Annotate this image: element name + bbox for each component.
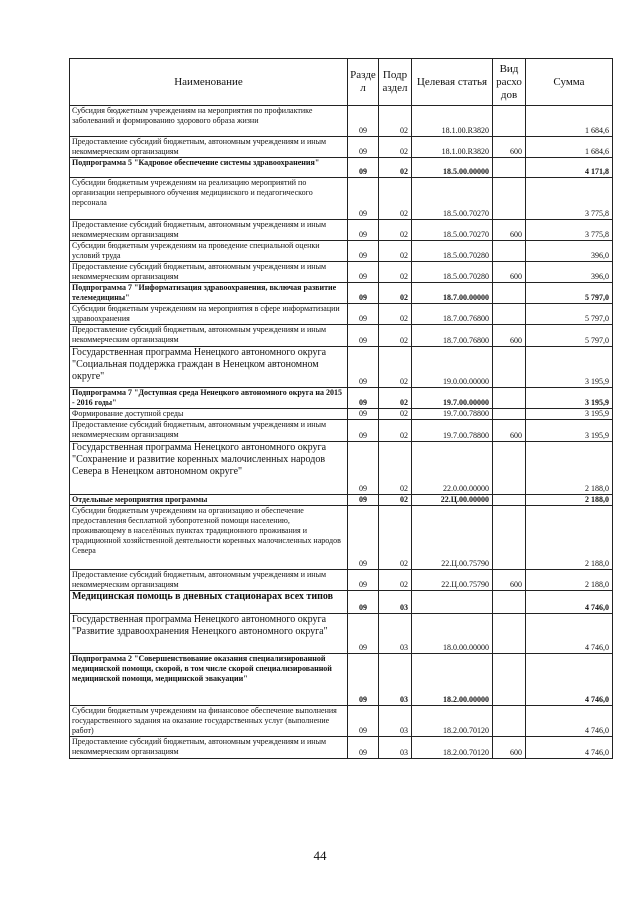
cell-sum: 4 746,0 xyxy=(526,737,613,759)
cell-sum: 4 746,0 xyxy=(526,591,613,614)
cell-razdel: 09 xyxy=(348,241,379,262)
cell-podrazdel: 02 xyxy=(379,220,412,241)
cell-razdel: 09 xyxy=(348,570,379,591)
cell-podrazdel: 02 xyxy=(379,137,412,158)
cell-name: Субсидия бюджетным учреждениям на мероприятия по профилактике заболеваний и формированию здорового образа жизни xyxy=(70,106,348,137)
cell-name: Государственная программа Ненецкого автономного округа "Сохранение и развитие коренных малочисленных народов Севера в Ненецком автономном округе" xyxy=(70,442,348,495)
table-row xyxy=(70,706,613,737)
table-row xyxy=(70,325,613,347)
budget-table xyxy=(69,58,613,759)
cell-name: Предоставление субсидий бюджетным, автономным учреждениям и иным некоммерческим организациям xyxy=(70,570,348,591)
cell-kind xyxy=(493,304,526,325)
cell-razdel: 09 xyxy=(348,442,379,495)
cell-podrazdel: 03 xyxy=(379,706,412,737)
cell-sum: 2 188,0 xyxy=(526,442,613,495)
cell-name: Медицинская помощь в дневных стационарах всех типов xyxy=(70,591,348,614)
cell-article: 18.7.00.00000 xyxy=(412,283,493,304)
cell-razdel: 09 xyxy=(348,220,379,241)
cell-podrazdel: 03 xyxy=(379,591,412,614)
cell-podrazdel: 02 xyxy=(379,241,412,262)
cell-podrazdel: 02 xyxy=(379,420,412,442)
cell-razdel: 09 xyxy=(348,506,379,570)
cell-razdel: 09 xyxy=(348,706,379,737)
cell-article: 18.2.00.00000 xyxy=(412,654,493,706)
cell-article: 18.0.00.00000 xyxy=(412,614,493,654)
cell-name: Отдельные мероприятия программы xyxy=(70,495,348,506)
cell-sum: 396,0 xyxy=(526,241,613,262)
cell-podrazdel: 03 xyxy=(379,654,412,706)
cell-article: 18.7.00.76800 xyxy=(412,304,493,325)
cell-article: 22.Ц.00.75790 xyxy=(412,570,493,591)
cell-name: Подпрограмма 5 "Кадровое обеспечение системы здравоохранения" xyxy=(70,158,348,178)
cell-article: 18.7.00.76800 xyxy=(412,325,493,347)
cell-sum: 4 746,0 xyxy=(526,706,613,737)
cell-razdel: 09 xyxy=(348,325,379,347)
cell-kind: 600 xyxy=(493,737,526,759)
cell-razdel: 09 xyxy=(348,283,379,304)
cell-kind xyxy=(493,654,526,706)
cell-article: 19.7.00.78800 xyxy=(412,409,493,420)
cell-podrazdel: 02 xyxy=(379,158,412,178)
cell-podrazdel: 03 xyxy=(379,737,412,759)
page-number: 44 xyxy=(313,848,327,863)
cell-sum: 2 188,0 xyxy=(526,570,613,591)
cell-name: Предоставление субсидий бюджетным, автономным учреждениям и иным некоммерческим организациям xyxy=(70,325,348,347)
table-row xyxy=(70,106,613,137)
cell-article: 18.2.00.70120 xyxy=(412,706,493,737)
cell-article: 19.7.00.78800 xyxy=(412,420,493,442)
cell-kind xyxy=(493,241,526,262)
cell-name: Субсидии бюджетным учреждениям на финансовое обеспечение выполнения государственного задания на оказание государственных услуг (выполнение работ) xyxy=(70,706,348,737)
cell-article: 18.5.00.00000 xyxy=(412,158,493,178)
table-row xyxy=(70,137,613,158)
cell-name: Предоставление субсидий бюджетным, автономным учреждениям и иным некоммерческим организациям xyxy=(70,137,348,158)
cell-podrazdel: 03 xyxy=(379,614,412,654)
table-row xyxy=(70,570,613,591)
cell-article: 18.5.00.70280 xyxy=(412,262,493,283)
table-row xyxy=(70,614,613,654)
cell-name: Субсидии бюджетным учреждениям на реализацию мероприятий по организации непрерывного обучения медицинского и педагогического персонала xyxy=(70,178,348,220)
cell-podrazdel: 02 xyxy=(379,388,412,409)
cell-article: 18.1.00.R3820 xyxy=(412,106,493,137)
cell-kind: 600 xyxy=(493,570,526,591)
header-podrazdel: Подр аздел xyxy=(379,59,412,106)
cell-sum: 1 684,6 xyxy=(526,137,613,158)
cell-kind xyxy=(493,591,526,614)
cell-sum: 5 797,0 xyxy=(526,325,613,347)
cell-kind xyxy=(493,506,526,570)
cell-sum: 4 171,8 xyxy=(526,158,613,178)
cell-razdel: 09 xyxy=(348,495,379,506)
cell-sum: 3 775,8 xyxy=(526,220,613,241)
cell-razdel: 09 xyxy=(348,137,379,158)
cell-razdel: 09 xyxy=(348,106,379,137)
cell-podrazdel: 02 xyxy=(379,347,412,388)
cell-sum: 5 797,0 xyxy=(526,283,613,304)
cell-name: Предоставление субсидий бюджетным, автономным учреждениям и иным некоммерческим организациям xyxy=(70,262,348,283)
cell-article: 18.2.00.70120 xyxy=(412,737,493,759)
cell-razdel: 09 xyxy=(348,178,379,220)
cell-podrazdel: 02 xyxy=(379,283,412,304)
cell-name: Предоставление субсидий бюджетным, автономным учреждениям и иным некоммерческим организациям xyxy=(70,420,348,442)
table-row xyxy=(70,283,613,304)
cell-kind: 600 xyxy=(493,325,526,347)
cell-name: Формирование доступной среды xyxy=(70,409,348,420)
cell-kind xyxy=(493,106,526,137)
table-row xyxy=(70,220,613,241)
table-row xyxy=(70,409,613,420)
cell-podrazdel: 02 xyxy=(379,442,412,495)
cell-article: 22.Ц.00.00000 xyxy=(412,495,493,506)
table-row xyxy=(70,347,613,388)
header-kind: Вид расхо дов xyxy=(493,59,526,106)
cell-sum: 2 188,0 xyxy=(526,506,613,570)
cell-sum: 4 746,0 xyxy=(526,614,613,654)
cell-razdel: 09 xyxy=(348,614,379,654)
header-row xyxy=(70,59,613,106)
cell-sum: 2 188,0 xyxy=(526,495,613,506)
cell-kind xyxy=(493,388,526,409)
cell-article: 18.1.00.R3820 xyxy=(412,137,493,158)
cell-kind xyxy=(493,158,526,178)
header-sum: Сумма xyxy=(526,59,613,106)
header-razdel: Разде л xyxy=(348,59,379,106)
table-row xyxy=(70,495,613,506)
cell-name: Подпрограмма 7 "Доступная среда Ненецкого автономного округа на 2015 - 2016 годы" xyxy=(70,388,348,409)
cell-article: 19.0.00.00000 xyxy=(412,347,493,388)
table-row xyxy=(70,506,613,570)
table-row xyxy=(70,178,613,220)
cell-kind: 600 xyxy=(493,220,526,241)
cell-article: 18.5.00.70280 xyxy=(412,241,493,262)
cell-razdel: 09 xyxy=(348,304,379,325)
table-row xyxy=(70,654,613,706)
table-row xyxy=(70,420,613,442)
cell-podrazdel: 02 xyxy=(379,325,412,347)
cell-kind xyxy=(493,495,526,506)
cell-sum: 396,0 xyxy=(526,262,613,283)
cell-name: Субсидии бюджетным учреждениям на организацию и обеспечение предоставления бесплатной зубопротезной помощи населению, проживающему в населённых пунктах традиционного проживания и традиционной хозяйственной деятельности коренных малочисленных народов Севера xyxy=(70,506,348,570)
table-row xyxy=(70,158,613,178)
cell-razdel: 09 xyxy=(348,158,379,178)
table-row xyxy=(70,241,613,262)
table-row xyxy=(70,442,613,495)
table-row xyxy=(70,737,613,759)
cell-podrazdel: 02 xyxy=(379,506,412,570)
cell-name: Субсидии бюджетным учреждениям на мероприятия в сфере информатизации здравоохранения xyxy=(70,304,348,325)
header-name: Наименование xyxy=(70,59,348,106)
cell-kind xyxy=(493,178,526,220)
cell-article: 22.0.00.00000 xyxy=(412,442,493,495)
cell-razdel: 09 xyxy=(348,388,379,409)
cell-razdel: 09 xyxy=(348,737,379,759)
cell-sum: 3 195,9 xyxy=(526,420,613,442)
cell-podrazdel: 02 xyxy=(379,304,412,325)
cell-name: Предоставление субсидий бюджетным, автономным учреждениям и иным некоммерческим организациям xyxy=(70,220,348,241)
table-row xyxy=(70,304,613,325)
table-body xyxy=(70,106,613,759)
cell-kind: 600 xyxy=(493,262,526,283)
cell-podrazdel: 02 xyxy=(379,178,412,220)
cell-sum: 1 684,6 xyxy=(526,106,613,137)
cell-razdel: 09 xyxy=(348,409,379,420)
cell-sum: 3 195,9 xyxy=(526,388,613,409)
table-row xyxy=(70,591,613,614)
cell-sum: 4 746,0 xyxy=(526,654,613,706)
cell-kind xyxy=(493,442,526,495)
cell-article: 19.7.00.00000 xyxy=(412,388,493,409)
cell-name: Подпрограмма 2 "Совершенствование оказания специализированной медицинской помощи, скорой, в том числе скорой специализированной медицинской помощи, медицинской эвакуации" xyxy=(70,654,348,706)
cell-article xyxy=(412,591,493,614)
cell-podrazdel: 02 xyxy=(379,106,412,137)
cell-sum: 3 195,9 xyxy=(526,409,613,420)
cell-sum: 3 195,9 xyxy=(526,347,613,388)
cell-name: Субсидии бюджетным учреждениям на проведение специальной оценки условий труда xyxy=(70,241,348,262)
cell-razdel: 09 xyxy=(348,347,379,388)
cell-kind xyxy=(493,409,526,420)
cell-article: 22.Ц.00.75790 xyxy=(412,506,493,570)
cell-name: Государственная программа Ненецкого автономного округа "Социальная поддержка граждан в Ненецком автономном округе" xyxy=(70,347,348,388)
cell-sum: 5 797,0 xyxy=(526,304,613,325)
cell-podrazdel: 02 xyxy=(379,409,412,420)
cell-kind xyxy=(493,347,526,388)
cell-razdel: 09 xyxy=(348,591,379,614)
cell-kind: 600 xyxy=(493,137,526,158)
cell-razdel: 09 xyxy=(348,654,379,706)
cell-kind xyxy=(493,283,526,304)
cell-podrazdel: 02 xyxy=(379,262,412,283)
cell-name: Государственная программа Ненецкого автономного округа "Развитие здравоохранения Ненецкого автономного округа" xyxy=(70,614,348,654)
cell-name: Подпрограмма 7 "Информатизация здравоохранения, включая развитие телемедицины" xyxy=(70,283,348,304)
cell-podrazdel: 02 xyxy=(379,570,412,591)
cell-razdel: 09 xyxy=(348,262,379,283)
cell-name: Предоставление субсидий бюджетным, автономным учреждениям и иным некоммерческим организациям xyxy=(70,737,348,759)
cell-kind xyxy=(493,614,526,654)
table-row xyxy=(70,388,613,409)
cell-razdel: 09 xyxy=(348,420,379,442)
cell-kind xyxy=(493,706,526,737)
cell-article: 18.5.00.70270 xyxy=(412,220,493,241)
header-article: Целевая статья xyxy=(412,59,493,106)
cell-podrazdel: 02 xyxy=(379,495,412,506)
cell-article: 18.5.00.70270 xyxy=(412,178,493,220)
cell-kind: 600 xyxy=(493,420,526,442)
cell-sum: 3 775,8 xyxy=(526,178,613,220)
table-row xyxy=(70,262,613,283)
